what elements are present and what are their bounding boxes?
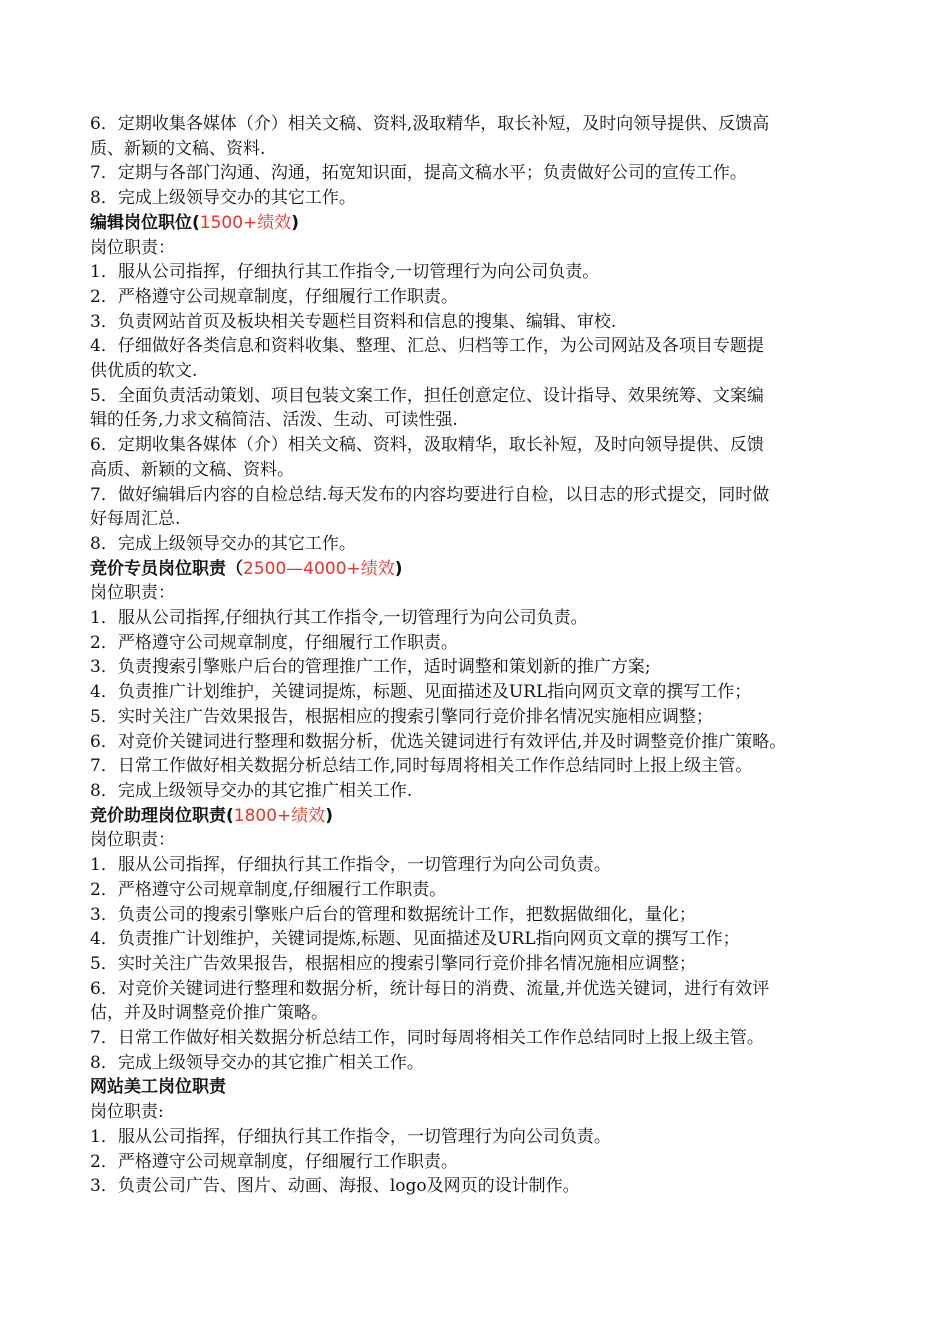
body-line: 7．定期与各部门沟通、沟通，拓宽知识面，提高文稿水平；负责做好公司的宣传工作。 bbox=[90, 163, 747, 184]
paren-open: （ bbox=[226, 558, 243, 579]
duty-line: 7．日常工作做好相关数据分析总结工作,同时每周将相关工作作总结同时上报上级主管。 bbox=[90, 756, 753, 777]
duty-line: 3．负责公司广告、图片、动画、海报、logo及网页的设计制作。 bbox=[90, 1176, 580, 1197]
duty-line: 2．严格遵守公司规章制度，仔细履行工作职责。 bbox=[90, 286, 458, 307]
section-heading bbox=[90, 211, 870, 236]
duty-line: 6．对竞价关键词进行整理和数据分析，优选关键词进行有效评估,并及时调整竞价推广策略。 bbox=[90, 731, 787, 752]
document-page bbox=[90, 112, 870, 1199]
body-line: 6．定期收集各媒体（介）相关文稿、资料,汲取精华，取长补短，及时向领导提供、反馈高 bbox=[90, 114, 770, 134]
section-heading bbox=[90, 1075, 870, 1100]
duty-line: 8．完成上级领导交办的其它推广相关工作. bbox=[90, 780, 413, 801]
duty-line: 2．严格遵守公司规章制度，仔细履行工作职责。 bbox=[90, 1151, 458, 1172]
salary-text: 2500—4000+绩效 bbox=[243, 558, 395, 579]
duty-line: 7．做好编辑后内容的自检总结.每天发布的内容均要进行自检，以日志的形式提交，同时做 bbox=[90, 484, 770, 505]
duty-line: 7．日常工作做好相关数据分析总结工作，同时每周将相关工作作总结同时上报上级主管。 bbox=[90, 1028, 764, 1049]
duty-line: 5．全面负责活动策划、项目包装文案工作，担任创意定位、设计指导、效果统筹、文案编 bbox=[90, 385, 764, 406]
paren-close: ) bbox=[394, 558, 403, 579]
duty-line: 8．完成上级领导交办的其它推广相关工作。 bbox=[90, 1052, 424, 1073]
paren-open: ( bbox=[192, 212, 200, 233]
duty-line: 1．服从公司指挥,仔细执行其工作指令,一切管理行为向公司负责。 bbox=[90, 608, 588, 629]
duty-line: 2．严格遵守公司规章制度，仔细履行工作职责。 bbox=[90, 632, 458, 653]
section-heading bbox=[90, 557, 870, 582]
section-bidding-specialist bbox=[90, 557, 870, 804]
section-subtitle: 岗位职责: bbox=[90, 1102, 164, 1123]
section-subtitle: 岗位职责： bbox=[90, 830, 175, 851]
duty-line: 2．严格遵守公司规章制度,仔细履行工作职责。 bbox=[90, 879, 447, 900]
salary-text: 1800+绩效 bbox=[233, 805, 326, 826]
duty-line: 估，并及时调整竞价推广策略。 bbox=[90, 1003, 328, 1024]
section-subtitle: 岗位职责： bbox=[90, 583, 175, 604]
section-web-designer bbox=[90, 1075, 870, 1199]
duty-line: 4．负责推广计划维护，关键词提炼,标题、见面描述及URL指向网页文章的撰写工作； bbox=[90, 929, 740, 950]
duty-line: 3．负责网站首页及板块相关专题栏目资料和信息的搜集、编辑、审校. bbox=[90, 311, 617, 332]
body-line: 质、新颖的文稿、资料. bbox=[90, 138, 266, 159]
section-title-text: 竞价专员岗位职责 bbox=[90, 558, 226, 579]
duty-line: 8．完成上级领导交办的其它工作。 bbox=[90, 533, 356, 554]
duty-line: 5．实时关注广告效果报告，根据相应的搜索引擎同行竞价排名情况实施相应调整； bbox=[90, 706, 713, 727]
duty-line: 6．定期收集各媒体（介）相关文稿、资料，汲取精华，取长补短，及时向领导提供、反馈 bbox=[90, 435, 764, 456]
paren-open: ( bbox=[226, 805, 234, 826]
section-title-text: 竞价助理岗位职责 bbox=[90, 805, 226, 826]
duty-line: 4．负责推广计划维护，关键词提炼，标题、见面描述及URL指向网页文章的撰写工作； bbox=[90, 682, 752, 703]
salary-text: 1500+绩效 bbox=[199, 212, 292, 233]
duty-line: 辑的任务,力求文稿简洁、活泼、生动、可读性强. bbox=[90, 410, 458, 431]
section-editor bbox=[90, 211, 870, 557]
section-title-text: 编辑岗位职位 bbox=[90, 212, 192, 233]
body-line: 8．完成上级领导交办的其它工作。 bbox=[90, 188, 356, 209]
section-heading bbox=[90, 804, 870, 829]
duty-line: 好每周汇总. bbox=[90, 509, 181, 530]
duty-line: 4．仔细做好各类信息和资料收集、整理、汇总、归档等工作，为公司网站及各项目专题提 bbox=[90, 336, 764, 357]
section-subtitle: 岗位职责： bbox=[90, 237, 175, 258]
section-title-text: 网站美工岗位职责 bbox=[90, 1077, 226, 1098]
duty-line: 3．负责搜索引擎账户后台的管理推广工作，适时调整和策划新的推广方案; bbox=[90, 657, 651, 678]
duty-line: 6．对竞价关键词进行整理和数据分析，统计每日的消费、流量,并优选关键词，进行有效评 bbox=[90, 978, 770, 999]
intro-block bbox=[90, 112, 870, 211]
duty-line: 供优质的软文. bbox=[90, 361, 198, 382]
paren-close: ) bbox=[325, 805, 334, 826]
duty-line: 3．负责公司的搜索引擎账户后台的管理和数据统计工作，把数据做细化，量化； bbox=[90, 904, 696, 925]
duty-line: 高质、新颖的文稿、资料。 bbox=[90, 459, 294, 480]
duty-line: 5．实时关注广告效果报告，根据相应的搜索引擎同行竞价排名情况施相应调整； bbox=[90, 953, 696, 974]
duty-line: 1．服从公司指挥，仔细执行其工作指令，一切管理行为向公司负责。 bbox=[90, 1126, 611, 1147]
duty-line: 1．服从公司指挥，仔细执行其工作指令，一切管理行为向公司负责。 bbox=[90, 855, 611, 876]
section-bidding-assistant bbox=[90, 804, 870, 1076]
paren-close: ) bbox=[291, 212, 300, 233]
duty-line: 1．服从公司指挥，仔细执行其工作指令,一切管理行为向公司负责。 bbox=[90, 262, 600, 283]
